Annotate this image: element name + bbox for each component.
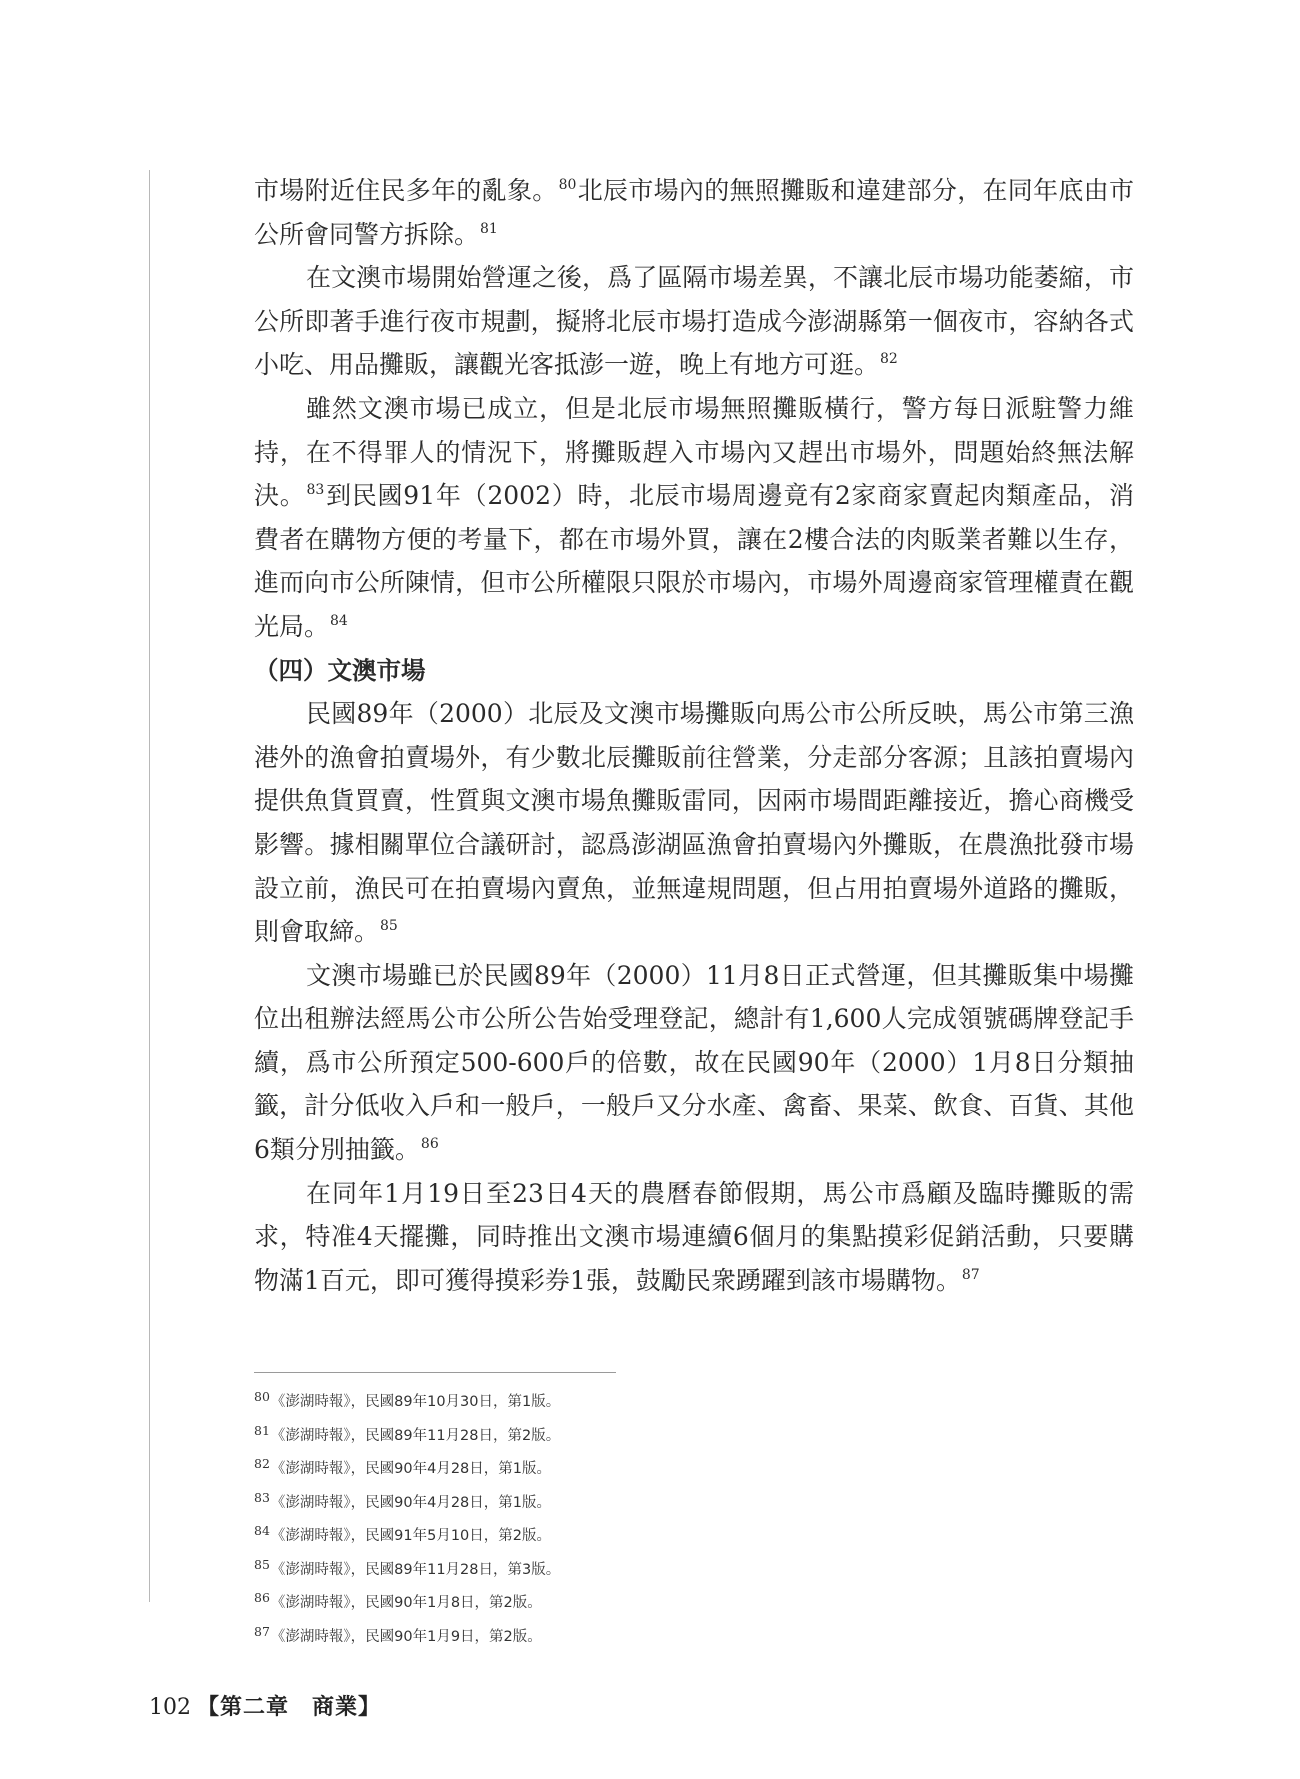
margin-rule (149, 170, 150, 1602)
footnote-84: 84《澎湖時報》，民國91年5月10日，第2版。 (254, 1523, 552, 1544)
footnote-ref-85[interactable]: 85 (380, 918, 398, 935)
page-footer (149, 1690, 381, 1721)
page-number: 102 (149, 1695, 191, 1720)
section-heading: （四）文澳市場 (254, 655, 426, 685)
footnote-divider (254, 1372, 616, 1373)
footnote-ref-81[interactable]: 81 (480, 220, 498, 237)
paragraph-2: 在文澳市場開始營運之後，爲了區隔市場差異，不讓北辰市場功能萎縮，市公所即著手進行夜市規劃，擬將北辰市場打造成今澎湖縣第一個夜市，容納各式小吃、用品攤販，讓觀光客抵澎一遊，晚上有地方可逛。$^{82}$ (254, 263, 1134, 380)
footnote-82: 82《澎湖時報》，民國90年4月28日，第1版。 (254, 1456, 552, 1477)
paragraph-1: 市場附近住民多年的亂象。$^{80}$北辰市場內的無照攤販和違建部分，在同年底由市公所會同警方拆除。$^{81}$ (254, 176, 1134, 249)
footnote-85: 85《澎湖時報》，民國89年11月28日，第3版。 (254, 1556, 561, 1578)
footnote-80: 80《澎湖時報》，民國89年10月30日，第1版。 (254, 1389, 561, 1410)
footnotes (254, 1383, 560, 1651)
body-text (254, 169, 1134, 1302)
paragraph-4: 民國89年（2000）北辰及文澳市場攤販向馬公市公所反映，馬公市第三漁港外的漁會拍賣場外，有少數北辰攤販前往營業，分走部分客源；且該拍賣場內提供魚貨買賣，性質與文澳市場魚攤販雷同，因兩市場間距離接近，擔心商機受影響。據相關單位合議研討，認爲澎湖區漁會拍賣場內外攤販，在農漁批發市場設立前，漁民可在拍賣場內賣魚，並無違規問題，但占用拍賣場外道路的攤販，則會取締。$^{85}$ (254, 699, 1134, 947)
footnote-81: 81《澎湖時報》，民國89年11月28日，第2版。 (254, 1422, 561, 1444)
paragraph-5: 文澳市場雖已於民國89年（2000）11月8日正式營運，但其攤販集中場攤位出租辦法經馬公市公所公告始受理登記，總計有1,600人完成領號碼牌登記手續，爲市公所預定500-600戶的倍數，故在民國90年（2000）1月8日分類抽籤，計分低收入戶和一般戶，一般戶又分水產、禽畜、果菜、飲食、百貨、其他6類分別抽籤。$^{86}$ (254, 960, 1134, 1165)
footnote-ref-84[interactable]: 84 (330, 612, 348, 629)
footnote-ref-80[interactable]: 80 (558, 177, 577, 193)
footnote-87: 87《澎湖時報》，民國90年1月9日，第2版。 (254, 1623, 542, 1645)
footnote-ref-87[interactable]: 87 (961, 1266, 980, 1283)
footnote-ref-86[interactable]: 86 (420, 1136, 439, 1153)
footnote-86: 86《澎湖時報》，民國90年1月8日，第2版。 (254, 1590, 542, 1611)
footnote-83: 83《澎湖時報》，民國90年4月28日，第1版。 (254, 1489, 552, 1511)
paragraph-6: 在同年1月19日至23日4天的農曆春節假期，馬公市爲顧及臨時攤販的需求，特准4天擺攤，同時推出文澳市場連續6個月的集點摸彩促銷活動，只要購物滿1百元，即可獲得摸彩券1張，鼓勵民衆踴躍到該市場購物。$^{87}$ (254, 1178, 1134, 1295)
chapter-title: 【第二章 商業】 (197, 1694, 382, 1720)
paragraph-3: 雖然文澳市場已成立，但是北辰市場無照攤販橫行，警方每日派駐警力維持，在不得罪人的情況下，將攤販趕入市場內又趕出市場外，問題始終無法解決。$^{83}$到民國91年（2002）時，北辰市場周邊竟有2家商家賣起肉類產品，消費者在購物方便的考量下，都在市場外買，讓在2樓合法的肉販業者難以生存，進而向市公所陳情，但市公所權限只限於市場內，市場外周邊商家管理權責在觀光局。$^{84}$ (254, 393, 1134, 641)
footnote-ref-82[interactable]: 82 (880, 351, 898, 368)
footnote-ref-83[interactable]: 83 (306, 482, 325, 499)
